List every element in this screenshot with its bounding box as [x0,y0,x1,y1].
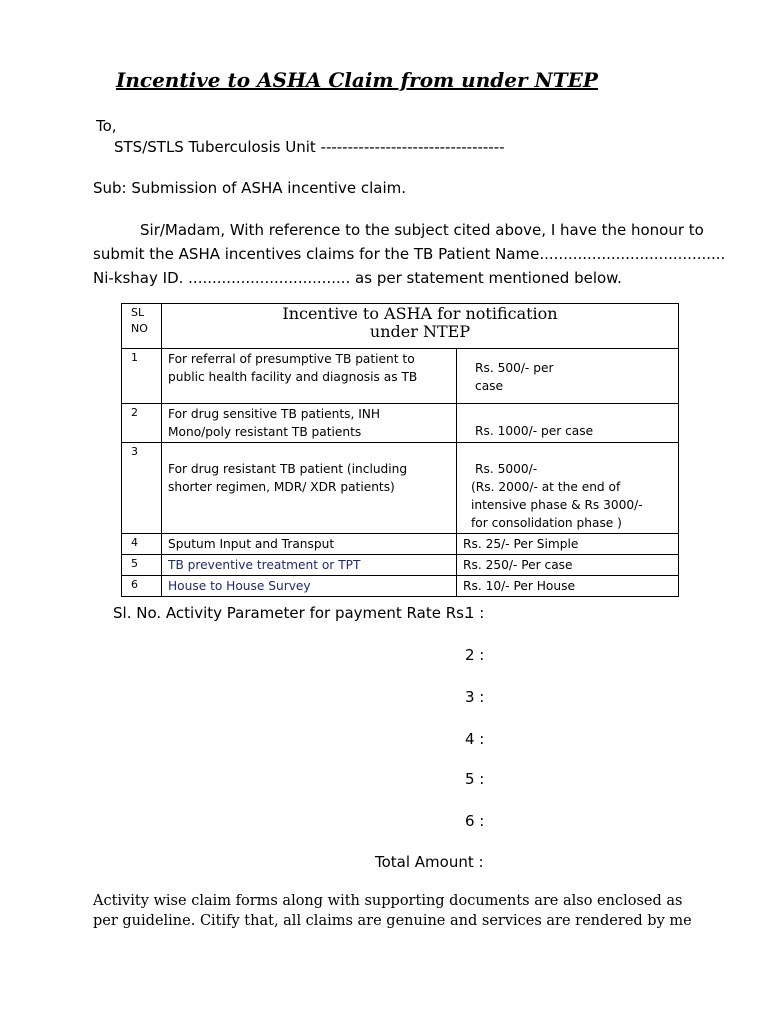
payment-item-5: 5 : [465,770,485,788]
activity-text: For referral of presumptive TB patient to [168,352,415,366]
row-sl: 3 [122,443,162,534]
rate-text: Rs. 500/- per [475,361,554,375]
row-activity: Sputum Input and Transput [162,534,457,555]
sl-header-text: SL [131,306,145,319]
row-rate [457,443,679,534]
table-row [122,534,679,555]
payment-item-1: 1 : [465,604,485,622]
activity-text: For drug sensitive TB patients, INH [168,407,381,421]
row-rate: Rs. 25/- Per Simple [457,534,679,555]
closing-line-1: Activity wise claim forms along with supporting documents are also enclosed as [93,893,683,909]
row-activity: House to House Survey [162,576,457,597]
to-line: To, [96,117,117,135]
table-row [122,576,679,597]
subject-line: Sub: Submission of ASHA incentive claim. [93,179,407,197]
row-rate: Rs. 250/- Per case [457,555,679,576]
row-activity [162,404,457,443]
activity-text: public health facility and diagnosis as TB [168,370,418,384]
activity-text: Mono/poly resistant TB patients [168,425,362,439]
row-sl: 5 [122,555,162,576]
activity-text: For drug resistant TB patient (including [168,462,408,476]
rate-text: Rs. 5000/- [475,462,538,476]
incentive-table [121,303,679,597]
row-rate [457,349,679,404]
rate-text: for consolidation phase ) [471,516,622,530]
table-header-row [122,304,679,349]
sl-no-header [122,304,162,349]
activity-text: shorter regimen, MDR/ XDR patients) [168,480,395,494]
payment-item-4: 4 : [465,730,485,748]
body-line-3: Ni-kshay ID. .................................. as per statement mentioned below. [93,269,622,287]
no-header-text: NO [131,322,148,335]
table-row [122,349,679,404]
rate-text: case [475,379,504,393]
table-row [122,404,679,443]
rate-text: intensive phase & Rs 3000/- [471,498,643,512]
body-line-2: submit the ASHA incentives claims for the TB Patient Name....................................... [93,245,726,263]
row-sl: 4 [122,534,162,555]
payment-item-6: 6 : [465,812,485,830]
row-activity [162,443,457,534]
document-title: Incentive to ASHA Claim from under NTEP [116,68,598,92]
recipient-line: STS/STLS Tuberculosis Unit ---------------------------------- [114,138,505,156]
table-row [122,555,679,576]
payment-item-3: 3 : [465,688,485,706]
body-line-1: Sir/Madam, With reference to the subject cited above, I have the honour to [140,221,704,239]
table-title-line-2: under NTEP [369,322,471,341]
table-title-cell [162,304,679,349]
payment-header: Sl. No. Activity Parameter for payment Rate Rs. [113,604,469,622]
payment-item-2: 2 : [465,646,485,664]
row-rate: Rs. 10/- Per House [457,576,679,597]
rate-text: Rs. 1000/- per case [475,424,594,438]
row-activity: TB preventive treatment or TPT [162,555,457,576]
table-title-line-1: Incentive to ASHA for notification [282,304,558,323]
row-activity [162,349,457,404]
closing-line-2: per guideline. Citify that, all claims are genuine and services are rendered by me [93,913,692,929]
row-rate [457,404,679,443]
total-amount-label: Total Amount : [375,853,484,871]
row-sl: 2 [122,404,162,443]
rate-text: (Rs. 2000/- at the end of [471,480,621,494]
row-sl: 1 [122,349,162,404]
row-sl: 6 [122,576,162,597]
table-row [122,443,679,534]
